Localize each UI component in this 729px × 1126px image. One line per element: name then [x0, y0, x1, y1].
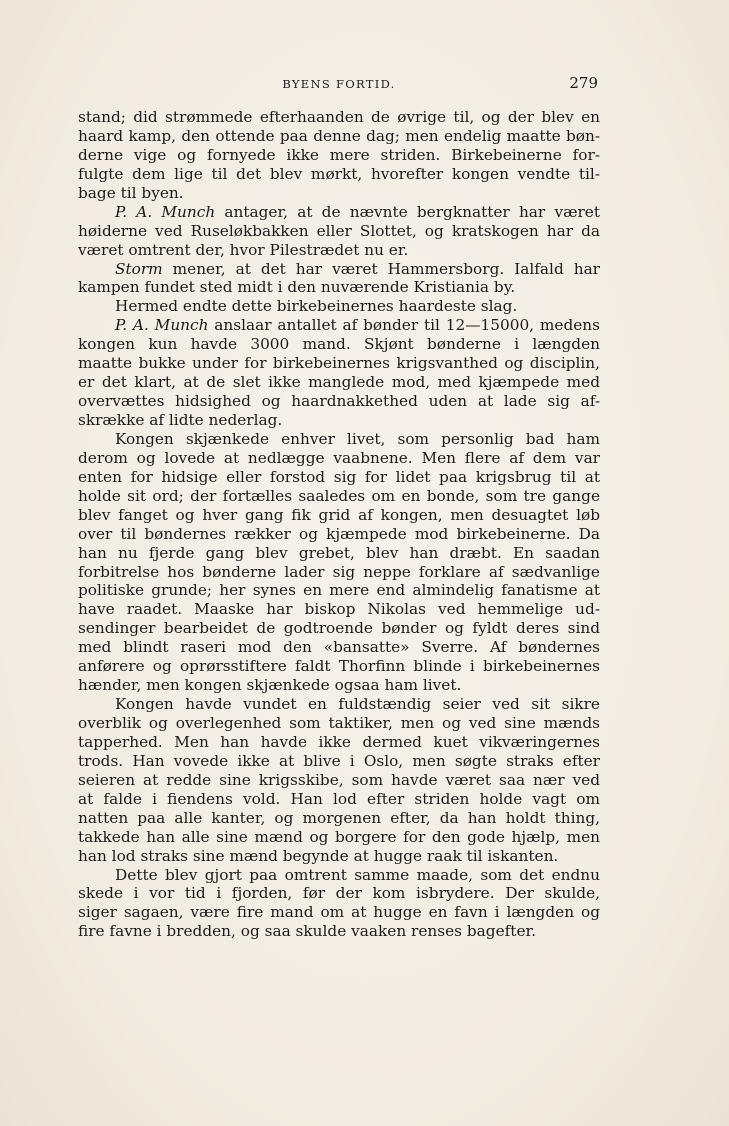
text-line: forbitrelse hos bønderne lader sig neppe forklare af sædvanlige [78, 562, 600, 581]
text-line: kongen kun havde 3000 mand. Skjønt bønderne i længden [78, 335, 600, 354]
text-line: blev fanget og hver gang fik grid af kongen, men desuagtet løb [78, 505, 600, 524]
text-line [78, 316, 600, 335]
text-line: derom og lovede at nedlægge vaabnene. Men flere af dem var [78, 448, 600, 467]
text-line: holde sit ord; der fortælles saaledes om en bonde, som tre gange [78, 486, 600, 505]
line-text: mener, at det har været Hammersborg. Ialfald har [162, 259, 600, 278]
text-line: derne vige og fornyede ikke mere striden. Birkebeinerne for- [78, 145, 600, 164]
text-line: Kongen havde vundet en fuldstændig seier ved sit sikre [115, 695, 600, 714]
text-line: kampen fundet sted midt i den nuværende Kristiania by. [78, 278, 516, 297]
author-name: P. A. Munch [115, 202, 216, 221]
line-text: anslaar antallet af bønder til 12—15000, medens [208, 316, 600, 335]
running-title: BYENS FORTID. [282, 77, 396, 91]
text-line: overblik og overlegenhed som taktiker, men og ved sine mænds [78, 714, 600, 732]
author-name: P. A. Munch [115, 316, 209, 335]
text-line: anførere og oprørsstiftere faldt Thorfinn blinde i birkebeinernes [78, 657, 600, 676]
text-line: fire favne i bredden, og saa skulde vaaken renses bagefter. [78, 922, 536, 941]
page-header [78, 74, 600, 94]
text-line [78, 260, 600, 279]
text-line: hænder, men kongen skjænkede ogsaa ham livet. [78, 676, 462, 695]
text-line: maatte bukke under for birkebeinernes krigsvanthed og disciplin, [78, 354, 600, 373]
text-line [78, 203, 600, 222]
text-line: over til bøndernes rækker og kjæmpede mod birkebeinerne. Da [78, 524, 600, 543]
text-line: fulgte dem lige til det blev mørkt, hvorefter kongen vendte til- [78, 164, 600, 183]
text-line: politiske grunde; her synes en mere end almindelig fanatisme at [78, 581, 600, 600]
text-line: bage til byen. [78, 183, 184, 202]
text-line: trods. Han vovede ikke at blive i Oslo, men søgte straks efter [78, 751, 600, 770]
text-line: enten for hidsige eller forstod sig for lidet paa krigsbrug til at [78, 467, 600, 486]
text-line: med blindt raseri mod den «bansatte» Sverre. Af bøndernes [78, 638, 600, 657]
text-line: Kongen skjænkede enhver livet, som personlig bad ham [115, 429, 600, 448]
text-line: skrække af lidte nederlag. [78, 411, 283, 429]
text-line: have raadet. Maaske har biskop Nikolas ved hemmelige ud- [78, 600, 600, 619]
text-line: tapperhed. Men han havde ikke dermed kuet vikværingernes [78, 732, 600, 751]
text-line: høiderne ved Ruseløkbakken eller Slottet, og kratskogen har da [78, 221, 600, 240]
text-line: han nu fjerde gang blev grebet, blev han dræbt. En saadan [78, 543, 600, 562]
text-line: overvættes hidsighed og haardnakkethed uden at lade sig af- [78, 392, 600, 411]
line-text: antager, at de nævnte bergknatter har været [215, 202, 600, 221]
text-line: takkede han alle sine mænd og borgere for den gode hjælp, men [78, 827, 600, 846]
text-line: seieren at redde sine krigsskibe, som havde været saa nær ved [78, 770, 600, 789]
text-line: siger sagaen, være fire mand om at hugge en favn i længden og [78, 903, 600, 922]
text-line: er det klart, at de slet ikke manglede mod, med kjæmpede med [78, 373, 600, 392]
text-line: stand; did strømmede efterhaanden de øvrige til, og der blev en [78, 108, 600, 126]
text-line: Hermed endte dette birkebeinernes haardeste slag. [115, 297, 518, 316]
text-line: han lod straks sine mænd begynde at hugge raak til iskanten. [78, 846, 559, 865]
text-line: skede i vor tid i fjorden, før der kom isbrydere. Der skulde, [78, 884, 600, 903]
body-text [78, 108, 600, 941]
text-line: Dette blev gjort paa omtrent samme maade, som det endnu [115, 865, 600, 884]
text-line: sendinger bearbeidet de godtroende bønder og fyldt deres sind [78, 619, 600, 638]
text-line: haard kamp, den ottende paa denne dag; men endelig maatte bøn- [78, 126, 600, 145]
author-name: Storm [115, 259, 163, 278]
page-number: 279 [569, 74, 598, 92]
text-line: natten paa alle kanter, og morgenen efter, da han holdt thing, [78, 808, 600, 827]
text-line: været omtrent der, hvor Pilestrædet nu er. [78, 240, 409, 259]
text-line: at falde i fiendens vold. Han lod efter striden holde vagt om [78, 789, 600, 808]
